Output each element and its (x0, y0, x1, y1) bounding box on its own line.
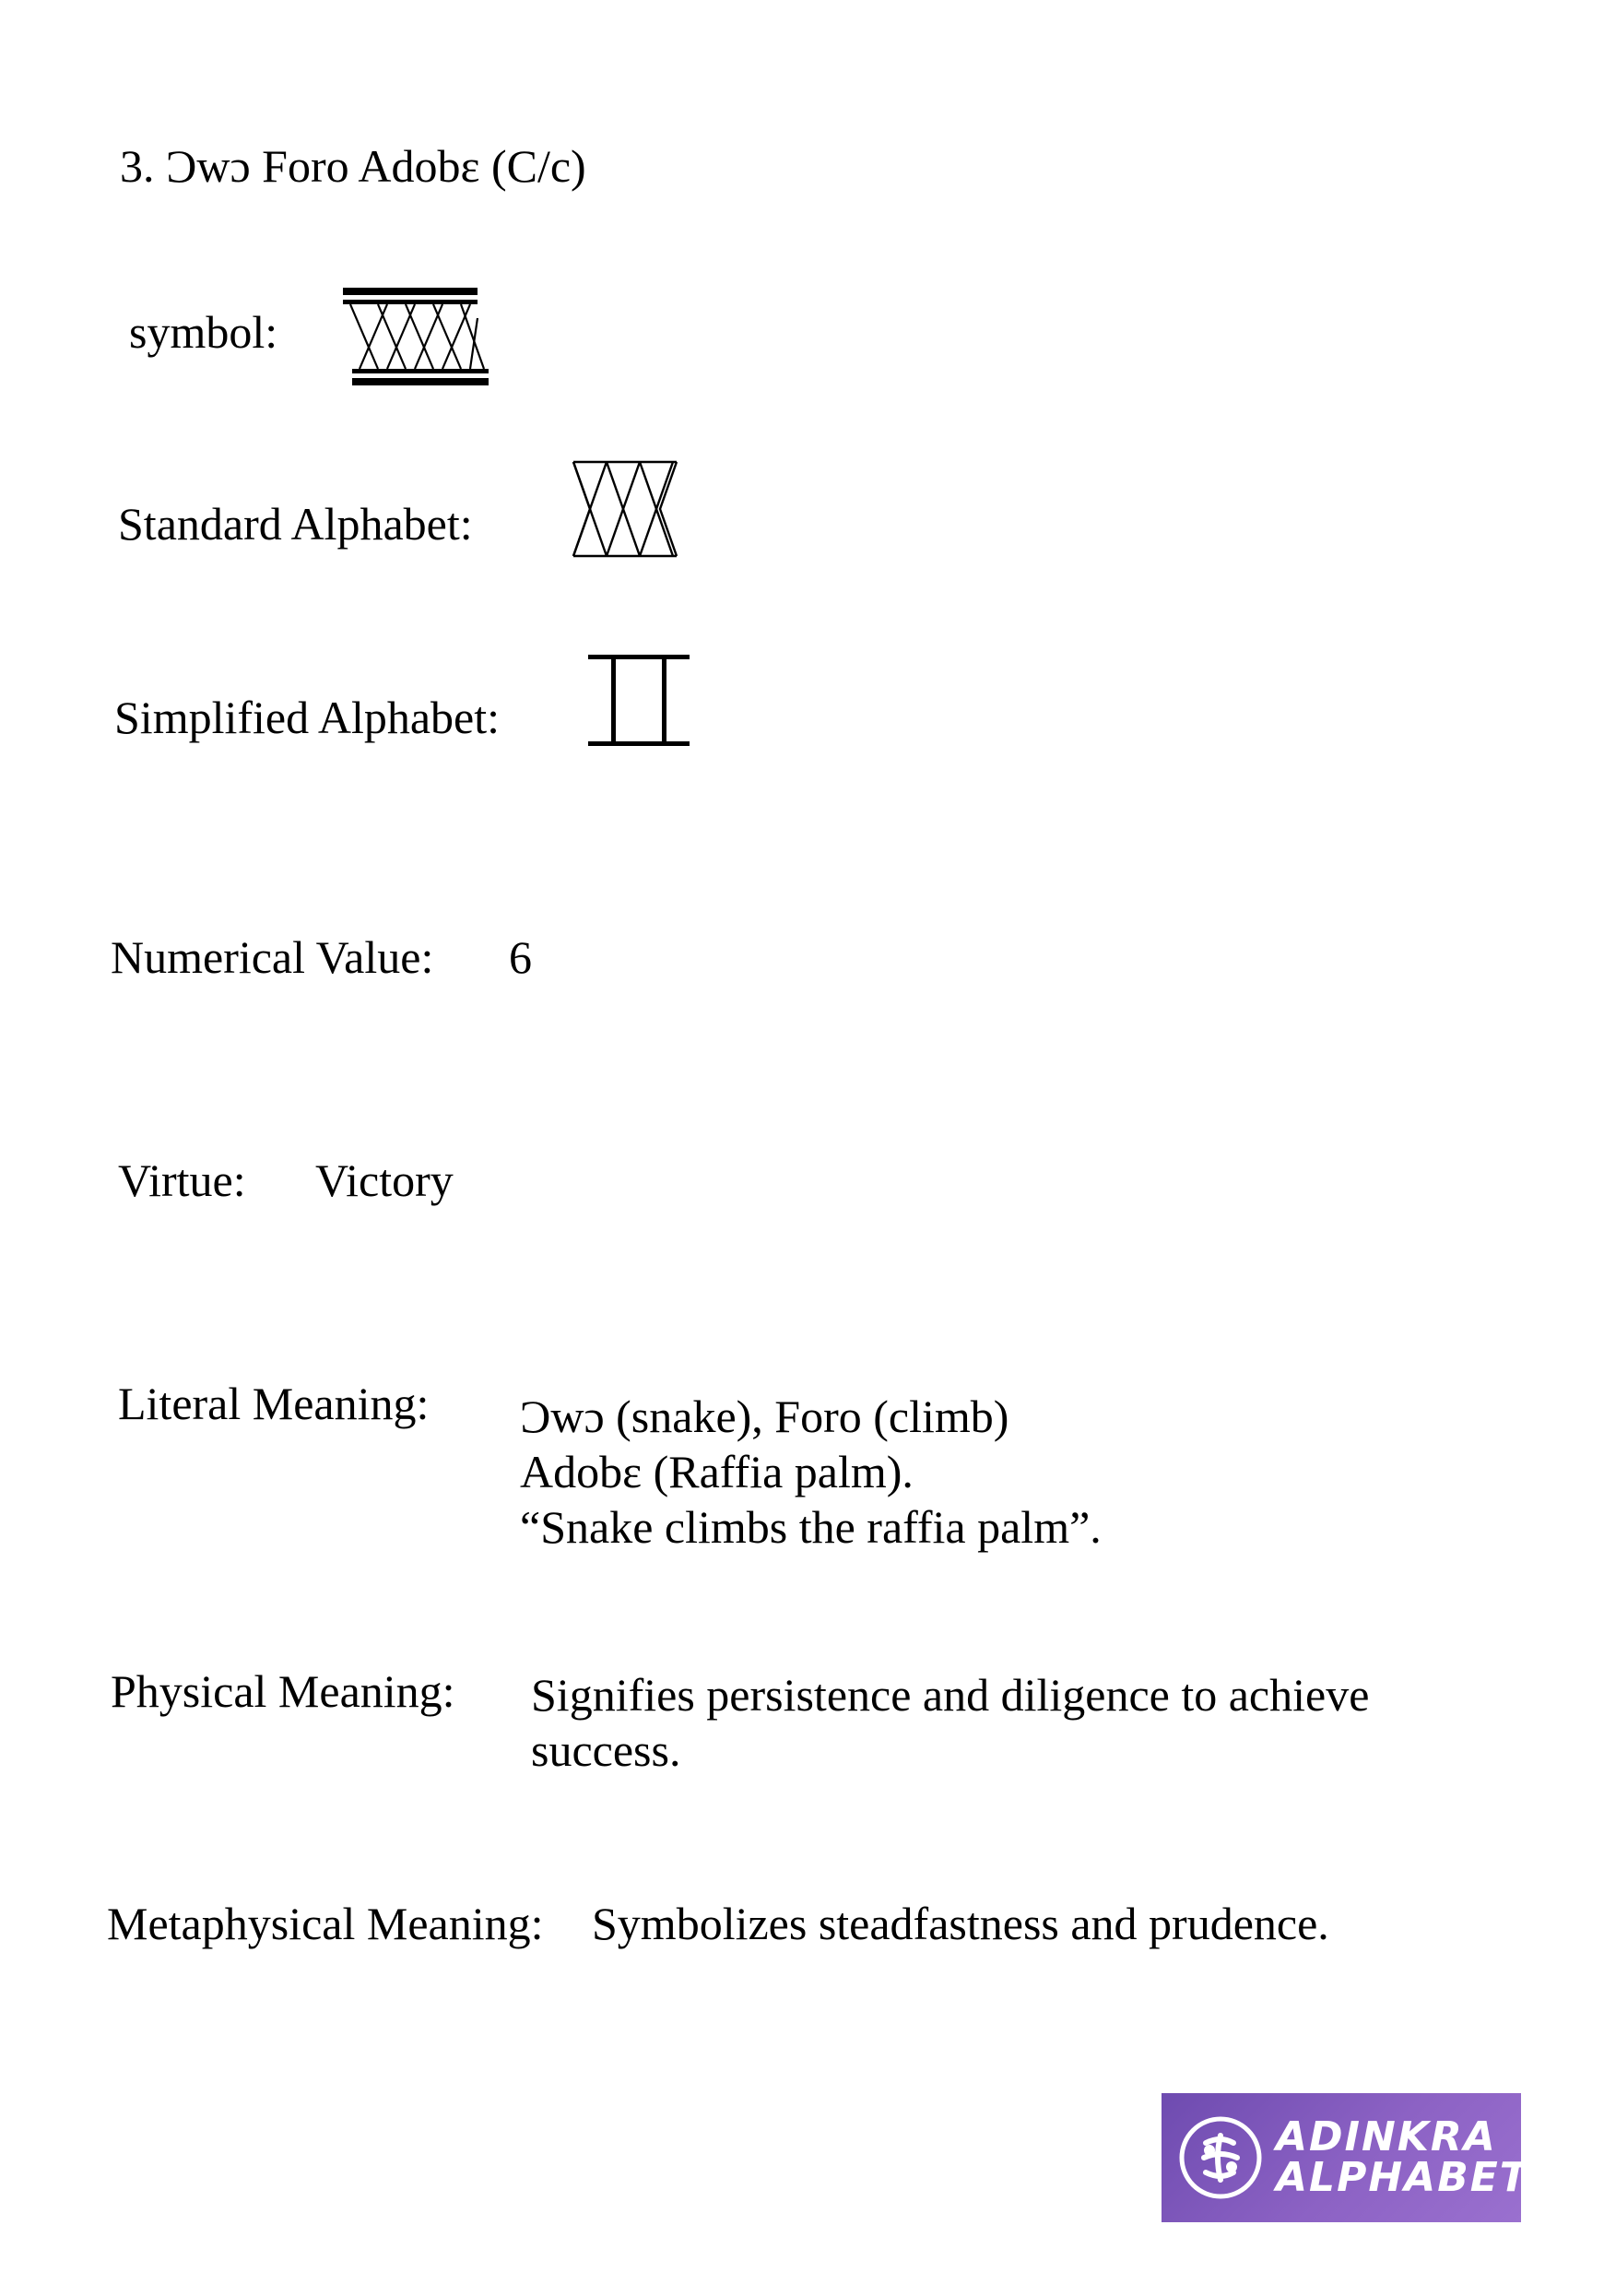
simplified-alphabet-c-glyph-icon (588, 655, 690, 747)
logo-text-line2: ALPHABET (1276, 2154, 1529, 2201)
page-title: 3. Ɔwɔ Foro Adobɛ (C/c) (120, 140, 586, 192)
logo-text-line1: ADINKRA (1276, 2113, 1497, 2160)
owo-foro-adobe-symbol-icon (341, 286, 493, 387)
virtue-label: Virtue: (118, 1154, 246, 1206)
metaphysical-meaning-label: Metaphysical Meaning: (107, 1898, 544, 1949)
adinkra-alphabet-logo (1162, 2093, 1529, 2222)
physical-meaning-line: success. (531, 1724, 681, 1776)
virtue-value: Victory (315, 1154, 454, 1206)
standard-alphabet-label: Standard Alphabet: (118, 498, 473, 550)
literal-meaning-label: Literal Meaning: (118, 1378, 430, 1429)
literal-meaning-text (520, 1389, 1102, 1555)
standard-alphabet-c-glyph-icon (572, 459, 678, 559)
physical-meaning-text (531, 1667, 1369, 1778)
literal-meaning-line: Adobɛ (Raffia palm). (520, 1446, 914, 1497)
literal-meaning-line: Ɔwɔ (snake), Foro (climb) (520, 1391, 1009, 1442)
symbol-label: symbol: (129, 306, 278, 358)
simplified-alphabet-label: Simplified Alphabet: (114, 692, 501, 743)
numerical-value-label: Numerical Value: (111, 931, 434, 983)
physical-meaning-label: Physical Meaning: (111, 1665, 455, 1717)
adinkra-emblem-icon (1178, 2115, 1263, 2200)
literal-meaning-line: “Snake climbs the raffia palm”. (520, 1501, 1102, 1553)
numerical-value: 6 (509, 931, 532, 983)
physical-meaning-line: Signifies persistence and diligence to achieve (531, 1669, 1370, 1721)
metaphysical-meaning-value: Symbolizes steadfastness and prudence. (592, 1898, 1329, 1949)
